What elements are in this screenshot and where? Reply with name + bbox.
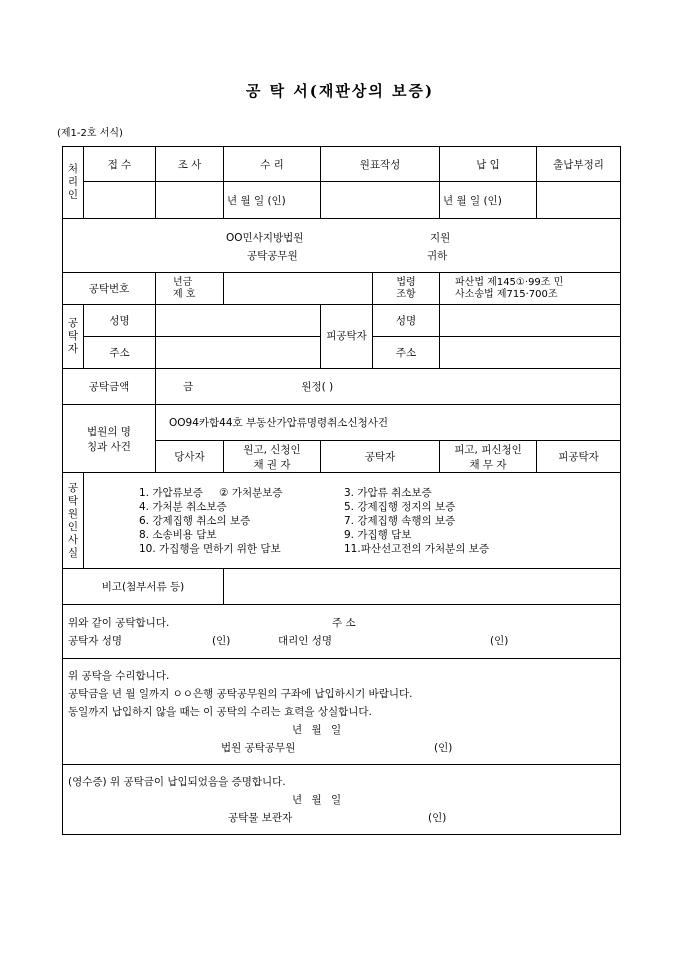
acceptance-seal: (인) [434, 741, 453, 754]
case-depositor-header: 공탁자 [321, 441, 440, 473]
amount-label: 공탁금액 [63, 369, 156, 405]
receipt-seal: (인) [428, 811, 447, 824]
page-title: 공 탁 서(재판상의 보증) [245, 82, 435, 100]
court-name: OO민사지방법원 [226, 231, 304, 244]
cell-review[interactable] [156, 182, 224, 219]
court-honorific: 귀하 [427, 249, 448, 262]
deposit-no-label: 공탁번호 [63, 273, 156, 305]
reason-row: 8. 소송비용 담보 9. 가집행 담보 [139, 528, 412, 541]
acceptance-line1: 위 공탁을 수리합니다. [68, 669, 170, 682]
receipt-date: 년 월 일 [292, 793, 342, 806]
reasons-list [84, 473, 621, 569]
header-cash-ledger: 출납부정리 [537, 147, 621, 182]
deposit-no-year-no[interactable]: 년금 제 호 [156, 273, 224, 305]
receipt-block [63, 765, 621, 835]
form-number: (제1-2호 서식) [57, 128, 123, 139]
depositee-label: 피공탁자 [321, 305, 373, 369]
header-ledger-write: 원표작성 [321, 147, 440, 182]
court-addressee [63, 219, 621, 273]
court-officer: 공탁공무원 [247, 249, 298, 262]
deposit-form [62, 146, 621, 835]
acceptance-officer: 법원 공탁공무원 [221, 741, 296, 754]
depositor-name-label: 성명 [84, 305, 156, 337]
depositor-name-sign: 공탁자 성명 [68, 634, 123, 647]
remarks-field[interactable] [224, 569, 621, 605]
reasons-label: 공탁원인사실 [63, 473, 84, 569]
depositee-name-label: 성명 [373, 305, 440, 337]
declaration-text: 위와 같이 공탁합니다. [68, 616, 170, 629]
header-payment: 납 입 [440, 147, 537, 182]
reason-row: 6. 강제집행 취소의 보증 7. 강제집행 속행의 보증 [139, 514, 456, 527]
acceptance-line2: 공탁금을 년 월 일까지 ㅇㅇ은행 공탁공무원의 구좌에 납입하시기 바랍니다. [68, 687, 413, 700]
processor-label: 처리인 [63, 147, 84, 219]
depositee-addr-label: 주소 [373, 337, 440, 369]
amount-field[interactable]: 금 원정( ) [156, 369, 621, 405]
agent-seal: (인) [490, 634, 509, 647]
acceptance-line3: 동일까지 납입하지 않을 때는 이 공탁의 수리는 효력을 상실합니다. [68, 705, 372, 718]
case-party-header: 당사자 [156, 441, 224, 473]
cell-payment-date[interactable]: 년 월 일 (인) [440, 182, 537, 219]
law-label: 법령 조항 [373, 273, 440, 305]
case-plaintiff-header: 원고, 신청인 채 권 자 [224, 441, 321, 473]
cell-ledger-write[interactable] [321, 182, 440, 219]
depositee-name-field[interactable] [440, 305, 621, 337]
depositor-name-field[interactable] [156, 305, 321, 337]
cell-cash-ledger[interactable] [537, 182, 621, 219]
depositor-addr-label: 주소 [84, 337, 156, 369]
reason-row: 1. 가압류보증 ② 가처분보증 3. 가압류 취소보증 [139, 486, 432, 499]
header-review: 조 사 [156, 147, 224, 182]
acceptance-date: 년 월 일 [292, 723, 342, 736]
court-branch: 지원 [430, 231, 451, 244]
receipt-officer: 공탁물 보관자 [228, 811, 293, 824]
case-name: OO94카합44호 부동산가압류명령취소신청사건 [156, 405, 621, 441]
reason-row: 10. 가집행을 면하기 위한 담보 11.파산선고전의 가처분의 보증 [139, 542, 490, 555]
law-articles: 파산법 제145①·99조 민 사소송법 제715·700조 [440, 273, 621, 305]
case-depositee-header: 피공탁자 [537, 441, 621, 473]
declaration-address-label: 주 소 [332, 616, 356, 629]
case-label: 법원의 명 칭과 사건 [63, 405, 156, 473]
depositor-label: 공탁자 [63, 305, 84, 369]
cell-receipt[interactable] [84, 182, 156, 219]
acceptance-block [63, 659, 621, 765]
cell-accept-date[interactable]: 년 월 일 (인) [224, 182, 321, 219]
receipt-line1: (영수증) 위 공탁금이 납입되었음을 증명합니다. [68, 775, 286, 788]
depositor-addr-field[interactable] [156, 337, 321, 369]
depositee-addr-field[interactable] [440, 337, 621, 369]
header-receipt: 접 수 [84, 147, 156, 182]
agent-name-sign: 대리인 성명 [278, 634, 333, 647]
reason-row: 4. 가처분 취소보증 5. 강제집행 정지의 보증 [139, 500, 456, 513]
deposit-no-value[interactable] [224, 273, 373, 305]
declaration-block [63, 605, 621, 659]
header-accept: 수 리 [224, 147, 321, 182]
depositor-seal: (인) [212, 634, 231, 647]
remarks-label: 비고(첨부서류 등) [63, 569, 224, 605]
case-defendant-header: 피고, 피신청인 채 무 자 [440, 441, 537, 473]
